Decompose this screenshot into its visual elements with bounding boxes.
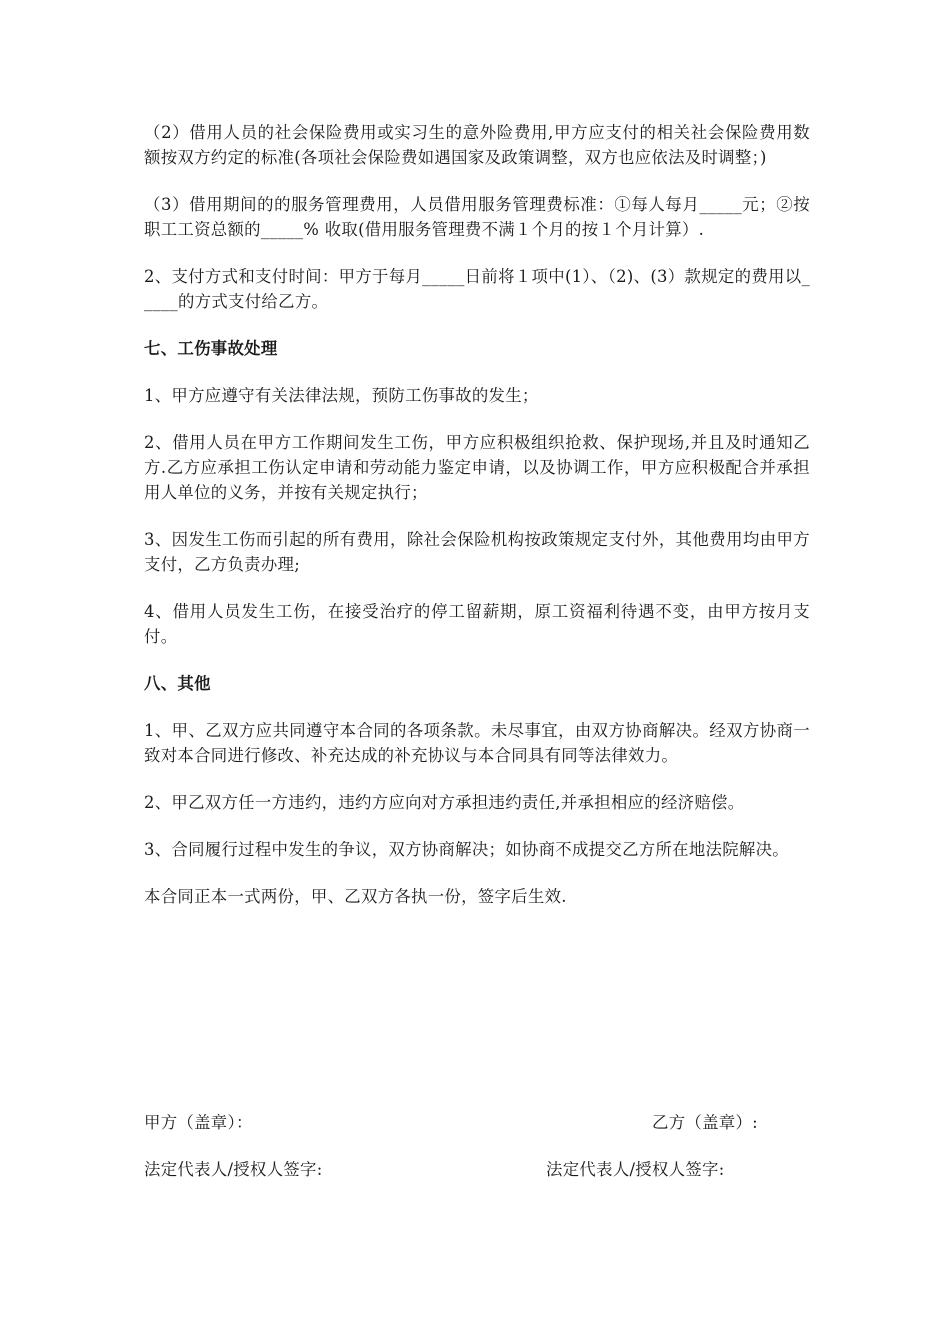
section-heading-injury: 七、工伤事故处理 [144,339,278,358]
clause-other-3: 3、合同履行过程中发生的争议，双方协商解决；如协商不成提交乙方所在地法院解决。 [144,840,789,859]
party-b-seal-label: 乙方（盖章）: [652,1113,758,1132]
clause-social-insurance: （2）借用人员的社会保险费用或实习生的意外险费用,甲方应支付的相关社会保险费用数额按双方约定的标准(各项社会保险费如遇国家及政策调整，双方也应依法及时调整；) [144,123,810,167]
clause-injury-3: 3、因发生工伤而引起的所有费用，除社会保险机构按政策规定支付外，其他费用均由甲方支付，乙方负责办理; [144,530,810,574]
party-b-rep-label: 法定代表人/授权人签字: [546,1160,725,1179]
clause-service-fee: （3）借用期间的的服务管理费用，人员借用服务管理费标准：①每人每月_____元；②按职工工资总额的_____% 收取(借用服务管理费不满１个月的按１个月计算）. [144,195,810,239]
clause-other-1: 1、甲、乙双方应共同遵守本合同的各项条款。未尽事宜，由双方协商解决。经双方协商一致对本合同进行修改、补充达成的补充协议与本合同具有同等法律效力。 [144,721,810,765]
clause-injury-1: 1、甲方应遵守有关法律法规，预防工伤事故的发生； [144,386,539,405]
section-heading-other: 八、其他 [144,674,211,693]
contract-body [144,120,810,931]
clause-copies: 本合同正本一式两份，甲、乙双方各执一份，签字后生效. [144,887,567,906]
clause-payment-method: 2、支付方式和支付时间：甲方于每月_____日前将１项中(1）、（2)、(3）款规定的费用以_____的方式支付给乙方。 [144,267,810,311]
party-a-seal-label: 甲方（盖章）： [144,1113,253,1132]
party-a-rep-label: 法定代表人/授权人签字: [144,1160,323,1179]
clause-other-2: 2、甲乙双方任一方违约，违约方应向对方承担违约责任,并承担相应的经济赔偿。 [144,793,745,812]
clause-injury-2: 2、借用人员在甲方工作期间发生工伤，甲方应积极组织抢救、保护现场,并且及时通知乙方.乙方应承担工伤认定申请和劳动能力鉴定申请，以及协调工作，甲方应积极配合并承担用人单位的义务，并按有关规定执行； [144,433,810,502]
clause-injury-4: 4、借用人员发生工伤，在接受治疗的停工留薪期，原工资福利待遇不变，由甲方按月支付。 [144,602,810,646]
